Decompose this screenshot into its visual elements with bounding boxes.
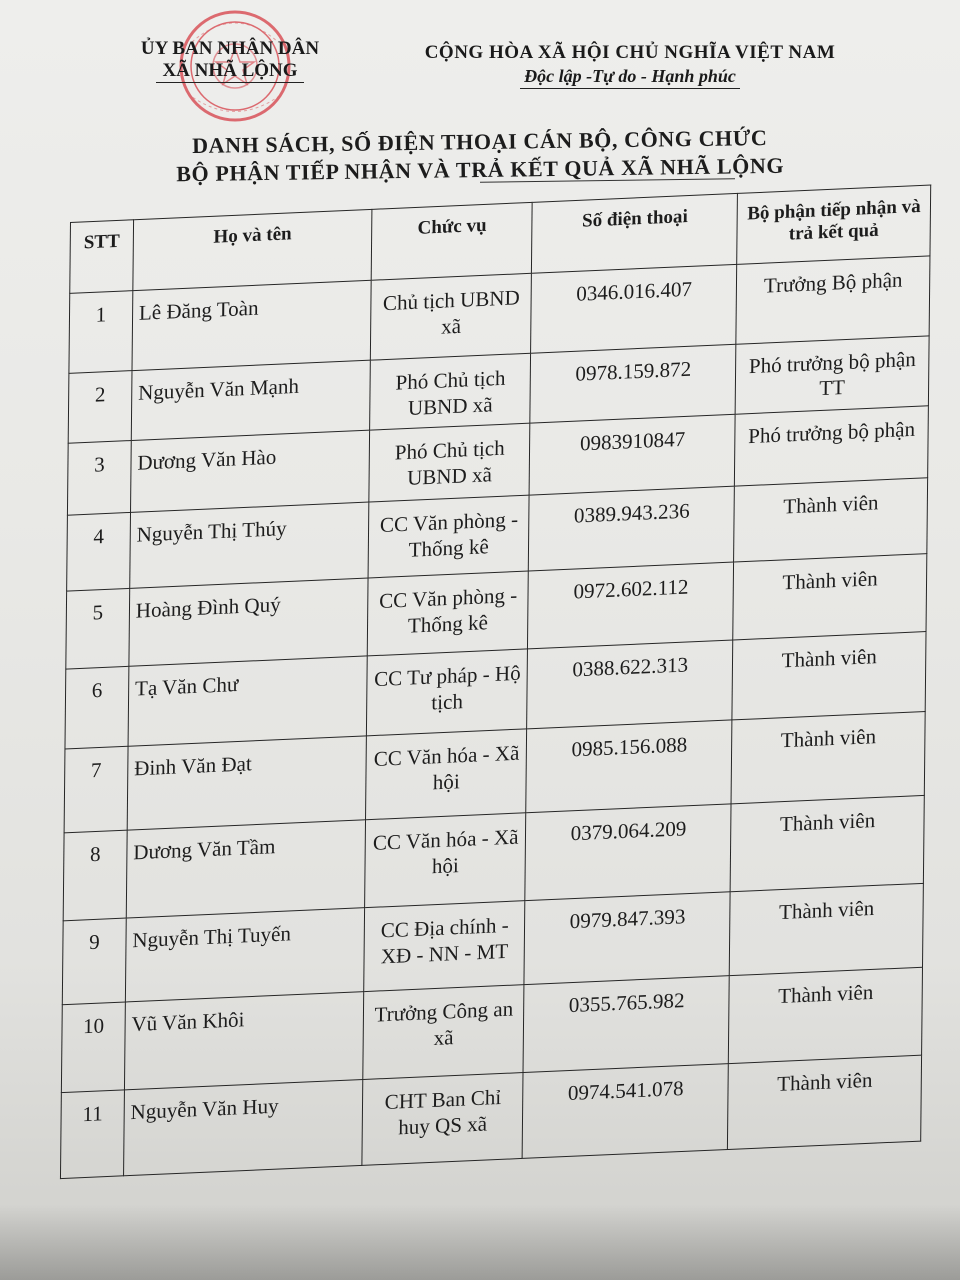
row-stt: 9 xyxy=(62,918,126,1005)
row-phone: 0979.847.393 xyxy=(524,892,730,985)
row-position: CHT Ban Chỉ huy QS xã xyxy=(362,1073,523,1166)
row-position: CC Văn phòng - Thống kê xyxy=(367,571,528,656)
row-phone: 0983910847 xyxy=(530,414,736,495)
row-position: CC Địa chính - XĐ - NN - MT xyxy=(364,901,525,992)
title-line-2: BỘ PHẬN TIẾP NHẬN VÀ TRẢ KẾT QUẢ XÃ NHÃ LỘNG xyxy=(176,152,785,187)
photo-shadow xyxy=(0,1205,960,1280)
row-phone: 0978.159.872 xyxy=(530,344,736,423)
row-stt: 8 xyxy=(63,830,127,921)
row-name: Dương Văn Tầm xyxy=(126,820,366,918)
header-phone: Số điện thoại xyxy=(532,193,738,273)
header-name: Họ và tên xyxy=(133,209,372,290)
header-stt: STT xyxy=(70,220,134,294)
row-name: Hoàng Đình Quý xyxy=(129,578,368,666)
row-role: Thành viên xyxy=(728,1055,922,1149)
row-stt: 1 xyxy=(69,291,133,374)
staff-table xyxy=(60,184,931,1179)
row-position: Phó Chủ tịch UBND xã xyxy=(369,423,530,502)
header-role: Bộ phận tiếp nhận và trả kết quả xyxy=(737,185,931,264)
row-phone: 0985.156.088 xyxy=(526,720,732,813)
row-name: Dương Văn Hào xyxy=(130,430,369,512)
staff-table-container xyxy=(60,184,941,1179)
row-name: Đinh Văn Đạt xyxy=(127,736,367,830)
row-name: Vũ Văn Khôi xyxy=(124,992,364,1090)
row-stt: 10 xyxy=(61,1002,125,1093)
motto-line: Độc lập -Tự do - Hạnh phúc xyxy=(520,66,740,89)
row-role: Thành viên xyxy=(731,712,925,804)
issuing-authority xyxy=(95,38,365,83)
title-line-1: DANH SÁCH, SỐ ĐIỆN THOẠI CÁN BỘ, CÔNG CHỨC xyxy=(192,124,768,159)
row-phone: 0972.602.112 xyxy=(528,562,734,649)
row-position: Phó Chủ tịch UBND xã xyxy=(370,353,531,430)
row-stt: 5 xyxy=(66,588,130,669)
row-phone: 0974.541.078 xyxy=(523,1064,729,1159)
row-role: Trưởng Bộ phận xyxy=(736,256,930,344)
national-motto xyxy=(380,42,880,89)
row-position: CC Tư pháp - Hộ tịch xyxy=(367,649,528,736)
row-role: Thành viên xyxy=(730,883,924,975)
row-position: Chủ tịch UBND xã xyxy=(371,273,532,360)
row-role: Thành viên xyxy=(729,967,923,1063)
row-name: Nguyễn Văn Huy xyxy=(123,1080,363,1176)
row-position: CC Văn hóa - Xã hội xyxy=(366,729,527,820)
row-position: Trưởng Công an xã xyxy=(363,985,524,1080)
row-stt: 6 xyxy=(65,666,129,749)
national-title: CỘNG HÒA XÃ HỘI CHỦ NGHĨA VIỆT NAM xyxy=(424,42,836,63)
row-stt: 4 xyxy=(67,512,131,591)
row-phone: 0389.943.236 xyxy=(529,486,735,571)
row-name: Tạ Văn Chư xyxy=(128,656,368,746)
row-phone: 0355.765.982 xyxy=(523,976,729,1073)
row-name: Lê Đăng Toàn xyxy=(132,280,372,370)
row-stt: 2 xyxy=(68,371,132,444)
row-name: Nguyễn Thị Tuyến xyxy=(125,908,365,1002)
row-stt: 7 xyxy=(64,746,128,833)
header-position: Chức vụ xyxy=(371,202,532,280)
row-role: Thành viên xyxy=(732,632,926,720)
row-role: Phó trưởng bộ phận xyxy=(735,406,929,486)
authority-line-2: XÃ NHÃ LỘNG xyxy=(156,60,303,83)
row-position: CC Văn hóa - Xã hội xyxy=(365,813,526,908)
row-position: CC Văn phòng - Thống kê xyxy=(368,495,529,578)
row-phone: 0379.064.209 xyxy=(525,804,731,901)
row-name: Nguyễn Văn Mạnh xyxy=(131,360,370,440)
row-stt: 3 xyxy=(67,441,131,516)
row-name: Nguyễn Thị Thúy xyxy=(130,502,369,588)
row-role: Thành viên xyxy=(733,554,927,640)
row-phone: 0346.016.407 xyxy=(531,264,737,353)
row-phone: 0388.622.313 xyxy=(527,640,733,729)
row-role: Phó trưởng bộ phận TT xyxy=(735,336,929,414)
row-role: Thành viên xyxy=(730,795,924,891)
document-title xyxy=(110,123,851,189)
row-stt: 11 xyxy=(60,1090,124,1179)
authority-line-1: ỦY BAN NHÂN DÂN xyxy=(140,38,320,59)
row-role: Thành viên xyxy=(734,478,928,562)
